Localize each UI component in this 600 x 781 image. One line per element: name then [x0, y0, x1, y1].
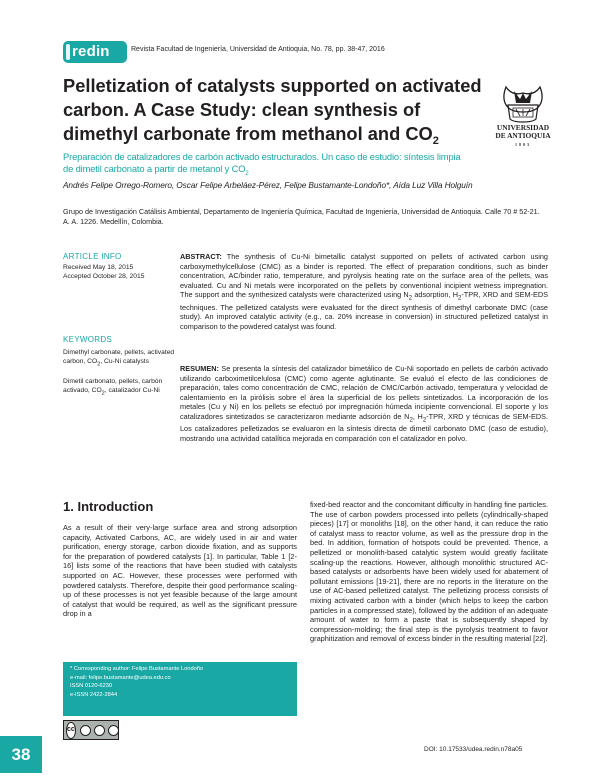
keywords-spanish-b: , catalizador Cu-Ni — [104, 387, 160, 395]
abstract-sub-b: 2 — [457, 294, 462, 302]
keywords-english-a: Dimethyl carbonate, pellets, activated carbon, CO — [63, 349, 175, 365]
issn: ISSN 0120-6230 — [70, 683, 113, 689]
resumen — [180, 364, 548, 443]
article-info-heading: ARTICLE INFO — [63, 252, 122, 261]
abstract-text-a: The synthesis of Cu-Ni bimetallic catalyst supported on pellets of activated carbon using carboxymethylcellulose (CMC) as a binder is reported. The effect of preparation conditions, such as binder concentration, AC/binder ratio, temperature, and pyrolysis heating rate on the surface area of the pellets, was evaluated. Cu and Ni metals were incorporated on the pellets by conventional incipient wetness impregnation. The support and the synthesized catalysts were characterized using N — [180, 252, 548, 299]
university-name — [480, 124, 566, 149]
university-year: 1803 — [515, 142, 531, 147]
abstract-label: ABSTRACT: — [180, 252, 222, 261]
intro-left-column: As a result of their very-large surface area and strong adsorption capacity, Activated Carbons, AC, are widely used in air and water purification, energy storage, carbon dioxide fixation, and as supports for the preparation of powdered catalysts [1]. In particular, Table 1 [2-16] lists some of the reactions that have been studied with catalysts supported on AC. However, these processes were performed with powdered catalysts. Therefore, despite their good performance scaling-up of these processes is not yet feasible because of the large amount of catalyst that would be required, as well as the significant pressure drop in a — [63, 523, 297, 619]
intro-right-column: fixed-bed reactor and the concomitant difficulty in handling fine particles. The use of carbon powders processed into pellets (cylindrically-shaped pieces) [17] or monoliths [18], on the other hand, it can reduce the ratio of catalyst mass to reactor volume, as well as the pressure drop in the bed. In addition, formation of hotspots could be prevented. Thence, a pelletized or monolith-based catalytic system would greatly facilitate scaling-up the reactions. However, although monolithic structured AC-based catalysts or adsorbents have been widely used for abatement of pollutant emissions [19-21], there are no reports in the literature on the use of AC-based pelletized catalyst. The pelletizing process consists of mixing activated carbon with a binder (which helps to keep the carbon particles in a compressed state), followed by the addition of an adequate amount of water to form a paste that is subsequently shaped by compression-molding; the final step is the pyrolysis treatment to favor graphitization and removal of excess binder in the resulting material [22]. — [310, 500, 548, 644]
university-name-line2: DE ANTIOQUIA — [495, 131, 551, 140]
spanish-title — [63, 151, 468, 180]
doi-link[interactable]: DOI: 10.17533/udea.redin.n78a05 — [424, 746, 523, 753]
correspondence-box — [63, 662, 297, 716]
article-info — [63, 252, 178, 281]
keywords — [63, 335, 178, 407]
keywords-english — [63, 348, 178, 369]
keywords-spanish-a: Dimetil carbonato, pellets, carbón activado, CO — [63, 378, 163, 395]
keywords-spanish — [63, 377, 178, 398]
page-number: 38 — [0, 736, 42, 773]
license-icons — [80, 725, 119, 736]
accepted-date: Accepted October 28, 2015 — [63, 273, 145, 280]
keywords-english-sub: 2 — [97, 361, 101, 368]
abstract-text-c: -TPR, XRD and SEM-EDS techniques. The pelletized catalysts were evaluated for the direct synthesis of dimethyl carbonate DMC (case study). An improved catalytic activity (e.g., ca. 20% increase in conversion) in structured pelletized catalyst in comparison to the powdered catalyst was found. — [180, 290, 548, 331]
resumen-sub-a: 2 — [409, 415, 413, 423]
spanish-title-subscript: 2 — [245, 170, 249, 177]
journal-logo-text: redin — [72, 43, 110, 60]
abstract-sub-a: 2 — [408, 294, 413, 302]
resumen-text-b: , H — [412, 411, 423, 421]
eissn: e-ISSN 2422-2844 — [70, 691, 118, 698]
noncommercial-icon — [94, 725, 105, 736]
keywords-heading: KEYWORDS — [63, 335, 113, 344]
article-title — [63, 74, 493, 153]
article-title-text: Pelletization of catalysts supported on activated carbon. A Case Study: clean synthesis of dimethyl carbonate from methanol and CO — [63, 75, 482, 144]
resumen-text-c: -TPR, XRD y técnicas de SEM-EDS. Los catalizadores pelletizados se evaluaron en la síntesis directa de dimetil carbonato DMC (caso de estudio), mostrando una actividad catalítica mejorada en comparación con el catalizador en polvo. — [180, 411, 548, 443]
university-name-line1: UNIVERSIDAD — [496, 123, 550, 132]
corresponding-email[interactable]: e-mail: felipe.bustamante@udea.edu.co — [70, 674, 171, 681]
keywords-spanish-sub: 2 — [101, 390, 105, 397]
journal-logo — [63, 41, 127, 63]
received-date: Received May 18, 2015 — [63, 264, 134, 271]
journal-reference: Revista Facultad de Ingeniería, Universidad de Antioquia, No. 78, pp. 38-47, 2016 — [131, 46, 385, 53]
spanish-title-text: Preparación de catalizadores de carbón activado estructurados. Un caso de estudio: síntesis limpia de dimetil carbonato a partir de metanol y CO — [63, 151, 461, 174]
creative-commons-badge[interactable] — [63, 720, 119, 740]
abstract — [180, 252, 548, 331]
resumen-sub-b: 2 — [422, 415, 427, 423]
affiliation: Grupo de Investigación Catálisis Ambiental, Departamento de Ingeniería Química, Facultad de Ingeniería, Universidad de Antioquia. Calle 70 # 52-21. A. A. 1226. Medellín, Colombia. — [63, 207, 540, 226]
corresponding-author: * Corresponding author: Felipe Bustamante Londoño — [70, 666, 204, 672]
resumen-text-a: Se presenta la síntesis del catalizador bimetálico de Cu-Ni soportado en pellets de carbón activado utilizando carboximetilcelulosa (CMC) como agente aglutinante. Se evaluó el efecto de las condiciones de preparación, tales como concentración de CMC, relación de CMC/Carbón activado, temperatura y velocidad de calentamiento en la pirólisis sobre el área la superficial de los pellets sintetizados. La incorporación de los metales (Cu y Ni) en los pellets se efectuó por impregnación húmeda incipiente convencional. El soporte y los catalizadores sintetizados se caracterizaron mediante adsorción de N — [180, 364, 548, 421]
keywords-english-b: , Cu-Ni catalysts — [100, 358, 149, 365]
author-list: Andrés Felipe Orrego-Romero, Oscar Felipe Arbeláez-Pérez, Felipe Bustamante-Londoño*, Aída Luz Villa Holguín — [63, 180, 473, 190]
cc-icon: cc — [66, 722, 76, 739]
section-heading-introduction: 1. Introduction — [63, 499, 154, 514]
title-subscript: 2 — [432, 135, 439, 147]
resumen-label: RESUMEN: — [180, 364, 219, 373]
attribution-icon — [80, 725, 91, 736]
share-alike-icon — [108, 725, 119, 736]
abstract-text-b: adsorption, H — [412, 290, 458, 299]
